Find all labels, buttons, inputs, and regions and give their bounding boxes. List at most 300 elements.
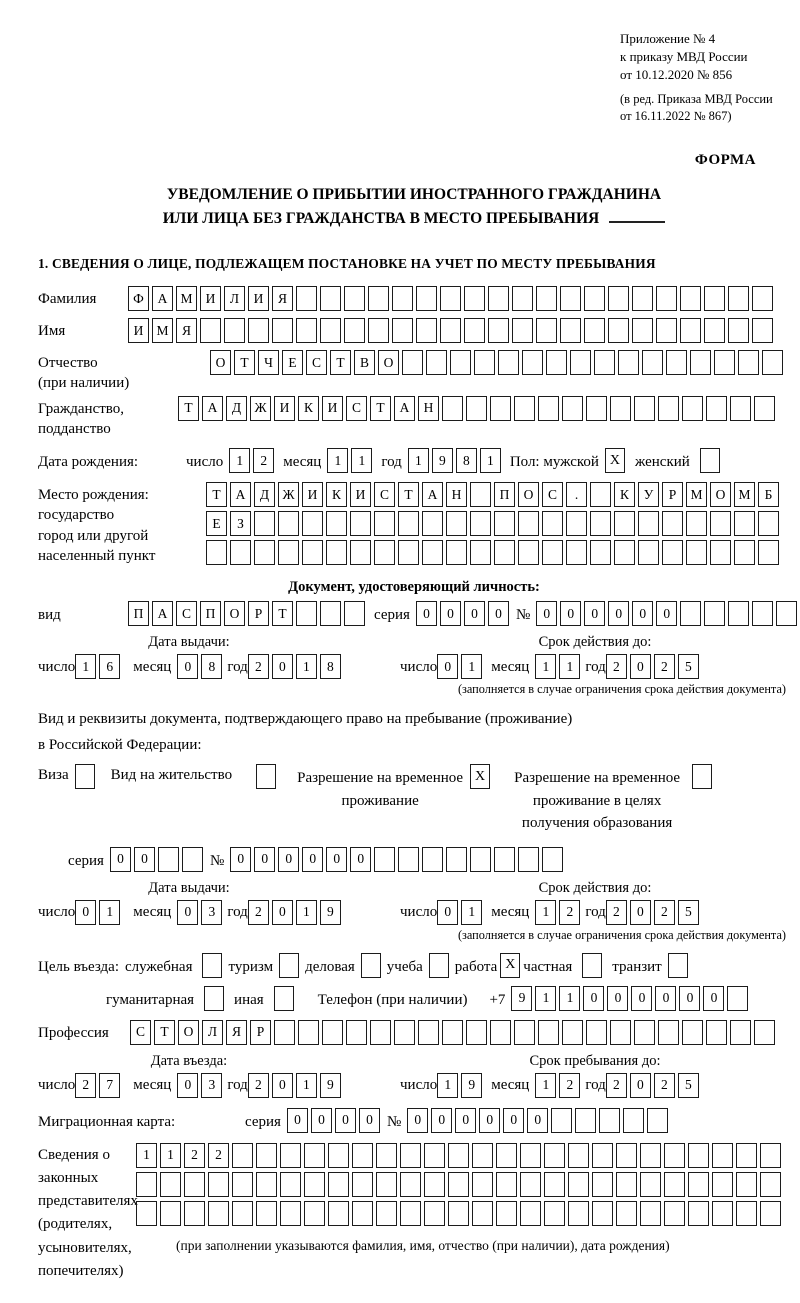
char-cell[interactable]: Ф: [128, 286, 149, 311]
char-cell[interactable]: [320, 601, 341, 626]
char-cell[interactable]: 0: [455, 1108, 476, 1133]
char-cell[interactable]: 1: [351, 448, 372, 473]
char-cell[interactable]: [488, 286, 509, 311]
char-cell[interactable]: 0: [632, 601, 653, 626]
char-cell[interactable]: [736, 1172, 757, 1197]
char-cell[interactable]: [442, 396, 463, 421]
char-cell[interactable]: Ч: [258, 350, 279, 375]
char-cell[interactable]: [440, 286, 461, 311]
char-cell[interactable]: [640, 1172, 661, 1197]
char-cell[interactable]: М: [734, 482, 755, 507]
char-cell[interactable]: [656, 318, 677, 343]
char-cell[interactable]: 0: [278, 847, 299, 872]
char-cell[interactable]: [496, 1143, 517, 1168]
char-cell[interactable]: [160, 1201, 181, 1226]
char-cell[interactable]: [544, 1143, 565, 1168]
char-cell[interactable]: [616, 1172, 637, 1197]
char-cell[interactable]: О: [710, 482, 731, 507]
char-cell[interactable]: И: [128, 318, 149, 343]
char-cell[interactable]: [350, 511, 371, 536]
char-cell[interactable]: 0: [335, 1108, 356, 1133]
char-cell[interactable]: [328, 1201, 349, 1226]
gender-male-checkbox[interactable]: X: [605, 448, 625, 473]
char-cell[interactable]: [712, 1143, 733, 1168]
char-cell[interactable]: [278, 540, 299, 565]
char-cell[interactable]: [274, 1020, 295, 1045]
char-cell[interactable]: [248, 318, 269, 343]
char-cell[interactable]: [568, 1201, 589, 1226]
char-cell[interactable]: [520, 1201, 541, 1226]
char-cell[interactable]: [560, 286, 581, 311]
char-cell[interactable]: Я: [226, 1020, 247, 1045]
char-cell[interactable]: Т: [330, 350, 351, 375]
char-cell[interactable]: [518, 847, 539, 872]
char-cell[interactable]: 0: [437, 654, 458, 679]
char-cell[interactable]: [254, 540, 275, 565]
residence-permit-checkbox[interactable]: [256, 764, 276, 789]
char-cell[interactable]: Д: [226, 396, 247, 421]
char-cell[interactable]: [752, 286, 773, 311]
char-cell[interactable]: С: [306, 350, 327, 375]
char-cell[interactable]: [704, 601, 725, 626]
char-cell[interactable]: 0: [560, 601, 581, 626]
char-cell[interactable]: 2: [208, 1143, 229, 1168]
char-cell[interactable]: 0: [177, 1073, 198, 1098]
char-cell[interactable]: [734, 511, 755, 536]
char-cell[interactable]: [518, 511, 539, 536]
char-cell[interactable]: [704, 318, 725, 343]
char-cell[interactable]: [370, 1020, 391, 1045]
char-cell[interactable]: [570, 350, 591, 375]
char-cell[interactable]: [640, 1143, 661, 1168]
char-cell[interactable]: [706, 396, 727, 421]
char-cell[interactable]: [470, 540, 491, 565]
char-cell[interactable]: [400, 1172, 421, 1197]
char-cell[interactable]: 7: [99, 1073, 120, 1098]
char-cell[interactable]: [640, 1201, 661, 1226]
char-cell[interactable]: В: [354, 350, 375, 375]
char-cell[interactable]: 8: [456, 448, 477, 473]
char-cell[interactable]: [374, 847, 395, 872]
char-cell[interactable]: [658, 1020, 679, 1045]
char-cell[interactable]: С: [542, 482, 563, 507]
char-cell[interactable]: 8: [320, 654, 341, 679]
char-cell[interactable]: 1: [99, 900, 120, 925]
char-cell[interactable]: [760, 1201, 781, 1226]
char-cell[interactable]: [608, 318, 629, 343]
char-cell[interactable]: [734, 540, 755, 565]
char-cell[interactable]: 1: [75, 654, 96, 679]
char-cell[interactable]: [590, 540, 611, 565]
char-cell[interactable]: [182, 847, 203, 872]
char-cell[interactable]: 1: [480, 448, 501, 473]
char-cell[interactable]: Б: [758, 482, 779, 507]
char-cell[interactable]: 0: [272, 654, 293, 679]
visa-checkbox[interactable]: [75, 764, 95, 789]
char-cell[interactable]: [450, 350, 471, 375]
char-cell[interactable]: [610, 396, 631, 421]
char-cell[interactable]: [344, 601, 365, 626]
char-cell[interactable]: [542, 847, 563, 872]
char-cell[interactable]: З: [230, 511, 251, 536]
char-cell[interactable]: [426, 350, 447, 375]
char-cell[interactable]: [568, 1172, 589, 1197]
char-cell[interactable]: [464, 318, 485, 343]
char-cell[interactable]: [368, 318, 389, 343]
char-cell[interactable]: [464, 286, 485, 311]
char-cell[interactable]: А: [152, 286, 173, 311]
char-cell[interactable]: С: [346, 396, 367, 421]
char-cell[interactable]: [592, 1201, 613, 1226]
char-cell[interactable]: [688, 1172, 709, 1197]
char-cell[interactable]: 0: [134, 847, 155, 872]
char-cell[interactable]: [328, 1172, 349, 1197]
char-cell[interactable]: [730, 396, 751, 421]
char-cell[interactable]: [344, 286, 365, 311]
char-cell[interactable]: 2: [184, 1143, 205, 1168]
char-cell[interactable]: [592, 1143, 613, 1168]
char-cell[interactable]: 0: [350, 847, 371, 872]
char-cell[interactable]: [232, 1172, 253, 1197]
char-cell[interactable]: [642, 350, 663, 375]
char-cell[interactable]: [496, 1201, 517, 1226]
char-cell[interactable]: [446, 540, 467, 565]
char-cell[interactable]: [206, 540, 227, 565]
char-cell[interactable]: [562, 396, 583, 421]
char-cell[interactable]: [470, 847, 491, 872]
char-cell[interactable]: [184, 1172, 205, 1197]
char-cell[interactable]: [446, 511, 467, 536]
char-cell[interactable]: [224, 318, 245, 343]
char-cell[interactable]: [208, 1201, 229, 1226]
char-cell[interactable]: 0: [177, 654, 198, 679]
char-cell[interactable]: 0: [311, 1108, 332, 1133]
char-cell[interactable]: А: [394, 396, 415, 421]
char-cell[interactable]: [682, 396, 703, 421]
purpose-private-checkbox[interactable]: [582, 953, 602, 978]
char-cell[interactable]: [610, 1020, 631, 1045]
char-cell[interactable]: [392, 286, 413, 311]
char-cell[interactable]: 0: [656, 601, 677, 626]
edu-permit-checkbox[interactable]: [692, 764, 712, 789]
char-cell[interactable]: [326, 540, 347, 565]
char-cell[interactable]: [658, 396, 679, 421]
char-cell[interactable]: [736, 1143, 757, 1168]
char-cell[interactable]: 2: [559, 900, 580, 925]
char-cell[interactable]: [752, 601, 773, 626]
char-cell[interactable]: [575, 1108, 596, 1133]
char-cell[interactable]: [320, 286, 341, 311]
char-cell[interactable]: [256, 1143, 277, 1168]
char-cell[interactable]: 0: [287, 1108, 308, 1133]
char-cell[interactable]: [374, 540, 395, 565]
char-cell[interactable]: [686, 511, 707, 536]
char-cell[interactable]: [400, 1201, 421, 1226]
char-cell[interactable]: 9: [432, 448, 453, 473]
char-cell[interactable]: 0: [431, 1108, 452, 1133]
char-cell[interactable]: [706, 1020, 727, 1045]
char-cell[interactable]: [512, 318, 533, 343]
char-cell[interactable]: [544, 1201, 565, 1226]
char-cell[interactable]: [590, 511, 611, 536]
char-cell[interactable]: Е: [206, 511, 227, 536]
purpose-official-checkbox[interactable]: [202, 953, 222, 978]
char-cell[interactable]: 0: [359, 1108, 380, 1133]
char-cell[interactable]: [398, 511, 419, 536]
char-cell[interactable]: Л: [224, 286, 245, 311]
char-cell[interactable]: 3: [201, 1073, 222, 1098]
char-cell[interactable]: 2: [253, 448, 274, 473]
char-cell[interactable]: 1: [559, 986, 580, 1011]
char-cell[interactable]: [442, 1020, 463, 1045]
char-cell[interactable]: С: [176, 601, 197, 626]
char-cell[interactable]: [614, 540, 635, 565]
char-cell[interactable]: [254, 511, 275, 536]
char-cell[interactable]: О: [224, 601, 245, 626]
char-cell[interactable]: 1: [461, 900, 482, 925]
char-cell[interactable]: А: [422, 482, 443, 507]
char-cell[interactable]: [546, 350, 567, 375]
char-cell[interactable]: Т: [370, 396, 391, 421]
char-cell[interactable]: 2: [654, 654, 675, 679]
char-cell[interactable]: [280, 1201, 301, 1226]
char-cell[interactable]: [208, 1172, 229, 1197]
char-cell[interactable]: Н: [446, 482, 467, 507]
char-cell[interactable]: 0: [230, 847, 251, 872]
purpose-tourism-checkbox[interactable]: [279, 953, 299, 978]
char-cell[interactable]: 0: [464, 601, 485, 626]
char-cell[interactable]: 2: [654, 900, 675, 925]
char-cell[interactable]: [352, 1201, 373, 1226]
char-cell[interactable]: 1: [229, 448, 250, 473]
char-cell[interactable]: [566, 540, 587, 565]
char-cell[interactable]: [728, 318, 749, 343]
char-cell[interactable]: 0: [607, 986, 628, 1011]
char-cell[interactable]: [666, 350, 687, 375]
char-cell[interactable]: [304, 1143, 325, 1168]
char-cell[interactable]: К: [326, 482, 347, 507]
char-cell[interactable]: [752, 318, 773, 343]
char-cell[interactable]: Ж: [250, 396, 271, 421]
char-cell[interactable]: [682, 1020, 703, 1045]
char-cell[interactable]: 0: [440, 601, 461, 626]
char-cell[interactable]: [280, 1143, 301, 1168]
char-cell[interactable]: [688, 1201, 709, 1226]
char-cell[interactable]: 1: [535, 986, 556, 1011]
char-cell[interactable]: [350, 540, 371, 565]
char-cell[interactable]: [594, 350, 615, 375]
char-cell[interactable]: 1: [296, 654, 317, 679]
char-cell[interactable]: [592, 1172, 613, 1197]
char-cell[interactable]: [664, 1172, 685, 1197]
char-cell[interactable]: [710, 540, 731, 565]
char-cell[interactable]: [326, 511, 347, 536]
char-cell[interactable]: [472, 1201, 493, 1226]
char-cell[interactable]: 5: [678, 654, 699, 679]
purpose-humanitarian-checkbox[interactable]: [204, 986, 224, 1011]
char-cell[interactable]: [520, 1143, 541, 1168]
char-cell[interactable]: [448, 1143, 469, 1168]
char-cell[interactable]: [394, 1020, 415, 1045]
char-cell[interactable]: Р: [248, 601, 269, 626]
char-cell[interactable]: [538, 1020, 559, 1045]
char-cell[interactable]: О: [178, 1020, 199, 1045]
char-cell[interactable]: [298, 1020, 319, 1045]
char-cell[interactable]: [520, 1172, 541, 1197]
char-cell[interactable]: 0: [631, 986, 652, 1011]
char-cell[interactable]: [664, 1201, 685, 1226]
char-cell[interactable]: [184, 1201, 205, 1226]
char-cell[interactable]: [304, 1201, 325, 1226]
char-cell[interactable]: [623, 1108, 644, 1133]
char-cell[interactable]: 5: [678, 900, 699, 925]
char-cell[interactable]: [304, 1172, 325, 1197]
char-cell[interactable]: [398, 847, 419, 872]
gender-female-checkbox[interactable]: [700, 448, 720, 473]
char-cell[interactable]: [400, 1143, 421, 1168]
char-cell[interactable]: 0: [527, 1108, 548, 1133]
char-cell[interactable]: 0: [177, 900, 198, 925]
char-cell[interactable]: [608, 286, 629, 311]
char-cell[interactable]: [686, 540, 707, 565]
char-cell[interactable]: 5: [678, 1073, 699, 1098]
char-cell[interactable]: 1: [559, 654, 580, 679]
char-cell[interactable]: [416, 318, 437, 343]
char-cell[interactable]: 3: [201, 900, 222, 925]
char-cell[interactable]: Т: [234, 350, 255, 375]
char-cell[interactable]: 2: [606, 654, 627, 679]
char-cell[interactable]: [296, 318, 317, 343]
char-cell[interactable]: [136, 1201, 157, 1226]
char-cell[interactable]: [302, 511, 323, 536]
char-cell[interactable]: Т: [272, 601, 293, 626]
char-cell[interactable]: 2: [606, 1073, 627, 1098]
char-cell[interactable]: [440, 318, 461, 343]
char-cell[interactable]: [760, 1143, 781, 1168]
char-cell[interactable]: 1: [535, 654, 556, 679]
char-cell[interactable]: И: [248, 286, 269, 311]
char-cell[interactable]: 0: [416, 601, 437, 626]
char-cell[interactable]: 0: [272, 900, 293, 925]
char-cell[interactable]: [562, 1020, 583, 1045]
char-cell[interactable]: Я: [272, 286, 293, 311]
char-cell[interactable]: [446, 847, 467, 872]
char-cell[interactable]: 0: [326, 847, 347, 872]
char-cell[interactable]: [272, 318, 293, 343]
char-cell[interactable]: [662, 511, 683, 536]
char-cell[interactable]: [512, 286, 533, 311]
char-cell[interactable]: [704, 286, 725, 311]
char-cell[interactable]: 0: [703, 986, 724, 1011]
char-cell[interactable]: А: [152, 601, 173, 626]
char-cell[interactable]: 0: [503, 1108, 524, 1133]
char-cell[interactable]: [344, 318, 365, 343]
char-cell[interactable]: [470, 482, 491, 507]
char-cell[interactable]: [680, 286, 701, 311]
char-cell[interactable]: [754, 1020, 775, 1045]
char-cell[interactable]: [616, 1201, 637, 1226]
char-cell[interactable]: [376, 1143, 397, 1168]
char-cell[interactable]: [490, 396, 511, 421]
char-cell[interactable]: И: [274, 396, 295, 421]
char-cell[interactable]: [590, 482, 611, 507]
char-cell[interactable]: [758, 511, 779, 536]
char-cell[interactable]: [302, 540, 323, 565]
char-cell[interactable]: [728, 286, 749, 311]
char-cell[interactable]: [730, 1020, 751, 1045]
char-cell[interactable]: [494, 540, 515, 565]
char-cell[interactable]: [470, 511, 491, 536]
char-cell[interactable]: [416, 286, 437, 311]
char-cell[interactable]: [422, 540, 443, 565]
char-cell[interactable]: [536, 286, 557, 311]
char-cell[interactable]: [424, 1201, 445, 1226]
char-cell[interactable]: [494, 511, 515, 536]
char-cell[interactable]: [160, 1172, 181, 1197]
char-cell[interactable]: 0: [272, 1073, 293, 1098]
purpose-business-checkbox[interactable]: [361, 953, 381, 978]
char-cell[interactable]: [488, 318, 509, 343]
char-cell[interactable]: [232, 1143, 253, 1168]
char-cell[interactable]: 0: [630, 654, 651, 679]
char-cell[interactable]: 1: [296, 900, 317, 925]
char-cell[interactable]: [712, 1201, 733, 1226]
char-cell[interactable]: 2: [559, 1073, 580, 1098]
char-cell[interactable]: [634, 1020, 655, 1045]
purpose-work-checkbox[interactable]: X: [500, 953, 520, 978]
char-cell[interactable]: [320, 318, 341, 343]
char-cell[interactable]: [518, 540, 539, 565]
char-cell[interactable]: [599, 1108, 620, 1133]
char-cell[interactable]: [568, 1143, 589, 1168]
char-cell[interactable]: А: [230, 482, 251, 507]
char-cell[interactable]: [496, 1172, 517, 1197]
char-cell[interactable]: 0: [655, 986, 676, 1011]
char-cell[interactable]: Т: [398, 482, 419, 507]
char-cell[interactable]: [632, 318, 653, 343]
char-cell[interactable]: [754, 396, 775, 421]
char-cell[interactable]: С: [374, 482, 395, 507]
char-cell[interactable]: [256, 1172, 277, 1197]
char-cell[interactable]: Р: [662, 482, 683, 507]
char-cell[interactable]: [346, 1020, 367, 1045]
char-cell[interactable]: [710, 511, 731, 536]
char-cell[interactable]: П: [494, 482, 515, 507]
char-cell[interactable]: П: [200, 601, 221, 626]
char-cell[interactable]: 0: [302, 847, 323, 872]
char-cell[interactable]: [638, 540, 659, 565]
char-cell[interactable]: 1: [535, 1073, 556, 1098]
char-cell[interactable]: 0: [608, 601, 629, 626]
char-cell[interactable]: 8: [201, 654, 222, 679]
char-cell[interactable]: П: [128, 601, 149, 626]
char-cell[interactable]: С: [130, 1020, 151, 1045]
char-cell[interactable]: [538, 396, 559, 421]
char-cell[interactable]: Р: [250, 1020, 271, 1045]
char-cell[interactable]: 9: [461, 1073, 482, 1098]
purpose-study-checkbox[interactable]: [429, 953, 449, 978]
purpose-transit-checkbox[interactable]: [668, 953, 688, 978]
char-cell[interactable]: Ж: [278, 482, 299, 507]
char-cell[interactable]: [522, 350, 543, 375]
char-cell[interactable]: [542, 511, 563, 536]
char-cell[interactable]: [551, 1108, 572, 1133]
char-cell[interactable]: [728, 601, 749, 626]
char-cell[interactable]: [760, 1172, 781, 1197]
char-cell[interactable]: [762, 350, 783, 375]
char-cell[interactable]: [514, 1020, 535, 1045]
char-cell[interactable]: [322, 1020, 343, 1045]
